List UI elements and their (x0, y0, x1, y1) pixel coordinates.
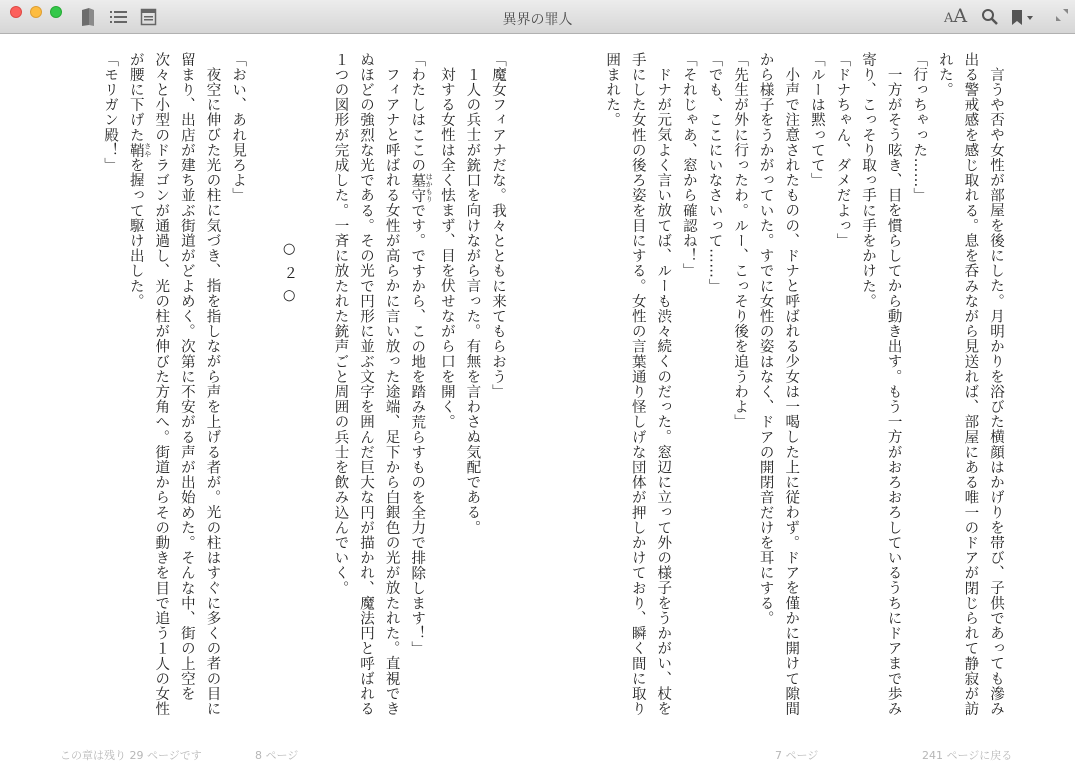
left-page-number: 8 ページ (255, 749, 299, 762)
paragraph: 言うや否や女性が部屋を後にした。月明かりを浴びた横顔はかげりを帯び、子供であっても滲み出る警戒感を感じ取れる。息を呑みながら見送れば、部屋にある唯一のドアが閉じられて静寂が訪れた。 (936, 52, 1004, 717)
paragraph: 「行っちゃった……」 (911, 52, 928, 203)
paragraph: 対する女性は全く怯まず、目を伏せながら口を開く。 (438, 66, 455, 429)
right-page-number: 7 ページ (775, 749, 819, 762)
paragraph: 小声で注意されたものの、ドナと呼ばれる少女は一喝した上に従わず。ドアを僅かに開けて隙間から様子をうかがっていた。すでに女性の姿はなく、ドアの開閉音だけを耳にする。 (757, 52, 800, 716)
font-size-icon[interactable]: AA (944, 5, 968, 27)
paragraph: １人の兵士が銃口を向けながら言った。有無を言わさぬ気配である。 (464, 66, 481, 535)
paragraph: 「魔女フィアナだな。我々とともに来てもらおう」 (490, 52, 506, 400)
paragraph: 「わたしはここの墓守 はかもりです。ですから、この地を踏み荒らすものを全力で排除します！」 (409, 52, 434, 657)
fullscreen-icon[interactable] (1055, 7, 1069, 26)
paragraph: 「おい、あれ見ろよ」 (230, 52, 247, 203)
blank-line (301, 52, 327, 722)
back-to-page-link[interactable]: 241 ページに戻る (922, 749, 1013, 762)
blank-line (250, 52, 276, 722)
paragraph: 一方がそう呟き、目を慣らしてから動き出す。もう一方がおろおろしているうちにドアまで歩み寄り、こっそり取っ手に手をかけた。 (860, 52, 902, 716)
paragraph: ドナが元気よく言い放てば、ルーも渋々続くのだった。窓辺に立って外の様子をうかがい、杖を手にした女性の後ろ姿を目にする。女性の言葉通り怪しげな団体が押しかけており、瞬く間に取り囲まれた。 (604, 52, 672, 717)
search-icon[interactable] (981, 7, 999, 31)
paragraph: 「でも、ここにいなさいって……」 (706, 52, 723, 294)
paragraph: 「それじゃあ、窓から確認ね！」 (680, 52, 697, 279)
right-page-text (570, 52, 1008, 722)
paragraph: 「モリガン殿！」 (102, 52, 119, 173)
paragraph: フィアナと呼ばれる女性が高らかに言い放った途端、足下から白銀色の光が放たれた。直視できぬほどの強烈な光である。その光で円形に並ぶ文字を囲んだ巨大な円が描かれ、魔法円と呼ばれる１つの図形が完成した。一斉に放たれた銃声ごと周囲の兵士を飲み込んでいく。 (332, 52, 400, 717)
bookmark-icon[interactable] (1010, 7, 1038, 31)
window-title: 異界の罪人 (502, 12, 573, 28)
chapter-remaining-label: この章は残り 29 ページです (60, 749, 202, 762)
paragraph: 「ルーは黙ってて」 (808, 52, 825, 188)
title-bar (0, 0, 1075, 34)
paragraph: 夜空に伸びた光の柱に気づき、指を指しながら声を上げる者が。光の柱はすぐに多くの者の目に留まり、出店が建ち並ぶ街道がどよめく。次第に不安がる声が出始めた。そんな中、街の上空を次々と小型のドラゴンが通過し、光の柱が伸びた方角へ。街道からその動きを目で追う１人の女性が腰に下げた鞘 さやを握って駆け出した。 (127, 52, 221, 717)
left-page-text (78, 52, 510, 722)
paragraph: 「ドナちゃん、ダメだよっ」 (834, 52, 851, 249)
paragraph: 「先生が外に行ったわ。ルー、こっそり後を追うわよ」 (732, 52, 749, 430)
section-heading: ○２○ (281, 240, 298, 311)
